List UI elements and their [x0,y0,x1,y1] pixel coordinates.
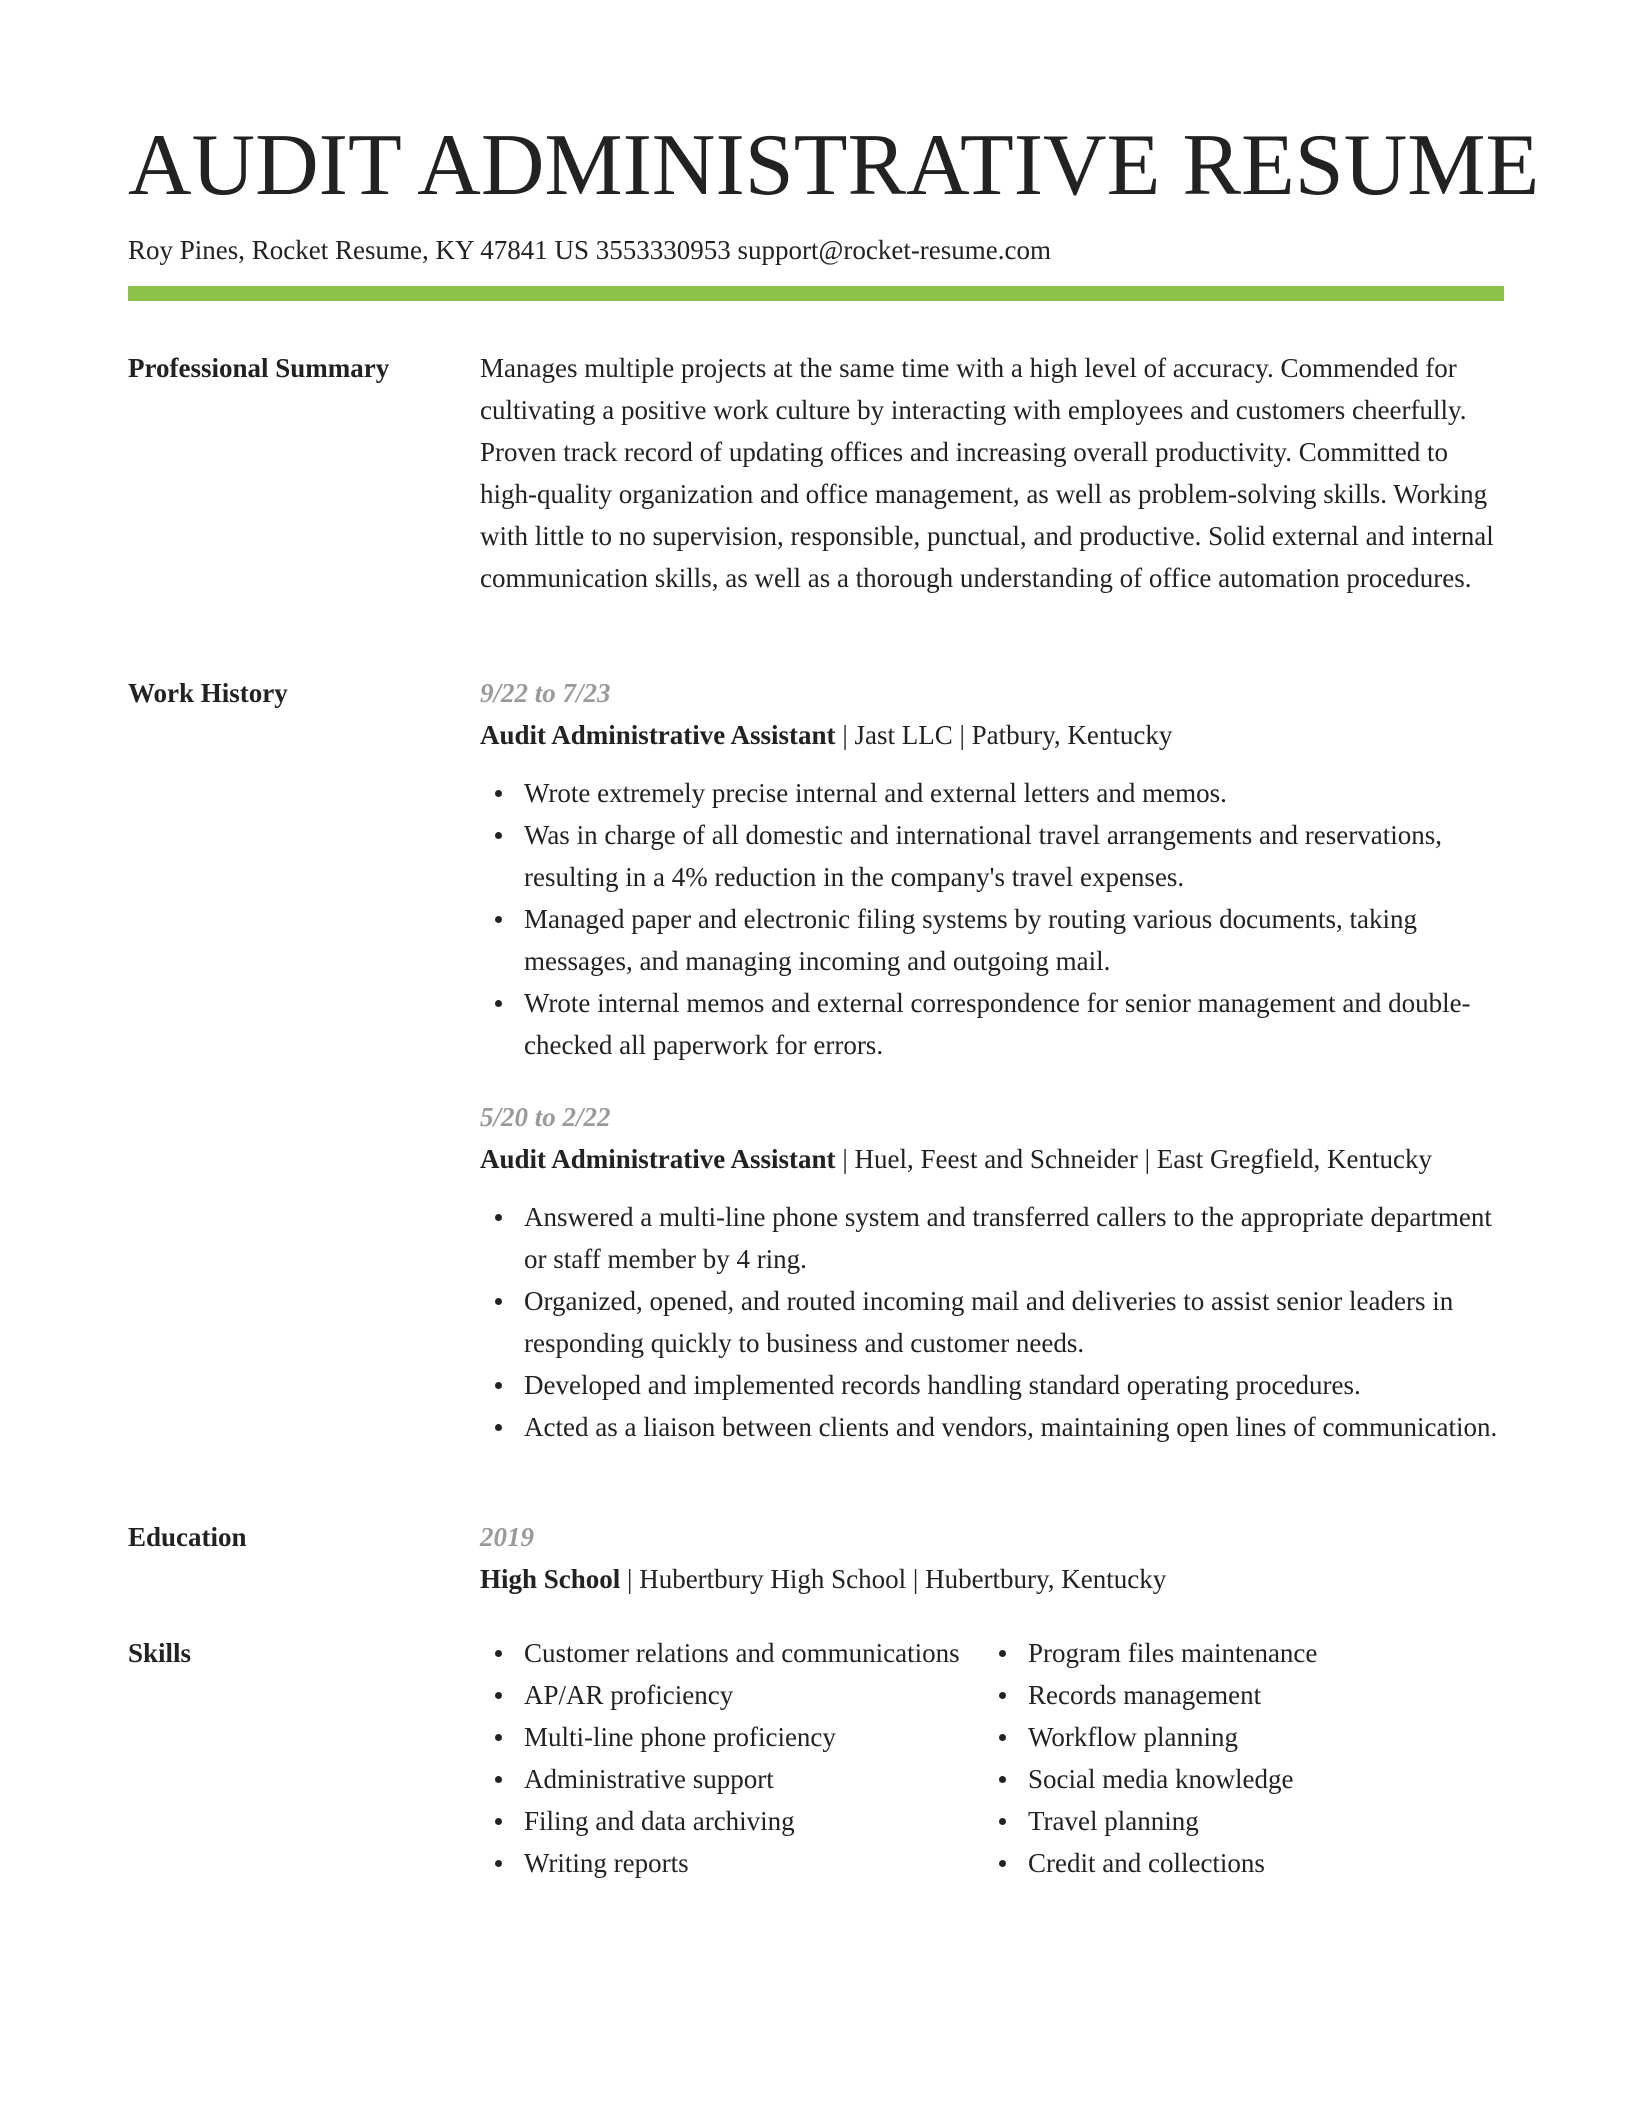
job-details: | Jast LLC | Patbury, Kentucky [835,720,1173,750]
summary-section [480,347,1508,599]
education-degree: High School [480,1564,621,1594]
list-item: Managed paper and electronic filing systems by routing various documents, taking messages, and managing incoming and outgoing mail. [524,898,1508,982]
skills-section [480,1632,1508,1884]
list-item: Social media knowledge [1028,1758,1448,1800]
skills-list [480,1632,1508,1884]
education-details: | Hubertbury High School | Hubertbury, Kentucky [620,1564,1167,1594]
list-item: Wrote internal memos and external correspondence for senior management and double-checked all paperwork for errors. [524,982,1508,1066]
job-bullets [480,1196,1508,1448]
skills-heading: Skills [128,1638,192,1668]
list-item: Travel planning [1028,1800,1448,1842]
skills-column-left [480,1632,984,1884]
list-item: Acted as a liaison between clients and vendors, maintaining open lines of communication. [524,1406,1508,1448]
skills-column-right [984,1632,1448,1884]
list-item: Customer relations and communications [524,1632,984,1674]
education-year: 2019 [480,1522,534,1552]
list-item: Program files maintenance [1028,1632,1448,1674]
job-entry [480,1096,1508,1448]
work-history-section [480,672,1508,1448]
job-entry [480,672,1508,1066]
job-details: | Huel, Feest and Schneider | East Gregfield, Kentucky [835,1144,1432,1174]
job-dates: 5/20 to 2/22 [480,1102,611,1132]
accent-divider [128,286,1504,301]
list-item: Answered a multi-line phone system and transferred callers to the appropriate department or staff member by 4 ring. [524,1196,1508,1280]
summary-text: Manages multiple projects at the same time with a high level of accuracy. Commended for cultivating a positive work culture by interacting with employees and customers cheerfully. Proven track record of updating offices and increasing overall productivity. Committed to high-quality organization and office management, as well as problem-solving skills. Working with little to no supervision, responsible, punctual, and productive. Solid external and internal communication skills, as well as a thorough understanding of office automation procedures. [480,353,1494,593]
education-line [480,1558,1508,1600]
job-bullets [480,772,1508,1066]
job-title: Audit Administrative Assistant [480,720,836,750]
list-item: Workflow planning [1028,1716,1448,1758]
list-item: Records management [1028,1674,1448,1716]
list-item: Filing and data archiving [524,1800,984,1842]
list-item: Developed and implemented records handling standard operating procedures. [524,1364,1508,1406]
contact-line: Roy Pines, Rocket Resume, KY 47841 US 3553330953 support@rocket-resume.com [128,235,1052,265]
resume-title: AUDIT ADMINISTRATIVE RESUME [128,117,1540,214]
education-heading: Education [128,1522,247,1552]
job-role-line [480,714,1508,756]
list-item: Organized, opened, and routed incoming mail and deliveries to assist senior leaders in responding quickly to business and customer needs. [524,1280,1508,1364]
list-item: Was in charge of all domestic and international travel arrangements and reservations, resulting in a 4% reduction in the company's travel expenses. [524,814,1508,898]
work-history-heading: Work History [128,678,288,708]
job-dates: 9/22 to 7/23 [480,678,611,708]
list-item: Wrote extremely precise internal and external letters and memos. [524,772,1508,814]
list-item: Administrative support [524,1758,984,1800]
summary-heading: Professional Summary [128,353,390,383]
list-item: Writing reports [524,1842,984,1884]
job-role-line [480,1138,1508,1180]
education-section [480,1516,1508,1600]
job-title: Audit Administrative Assistant [480,1144,836,1174]
list-item: Multi-line phone proficiency [524,1716,984,1758]
list-item: AP/AR proficiency [524,1674,984,1716]
list-item: Credit and collections [1028,1842,1448,1884]
